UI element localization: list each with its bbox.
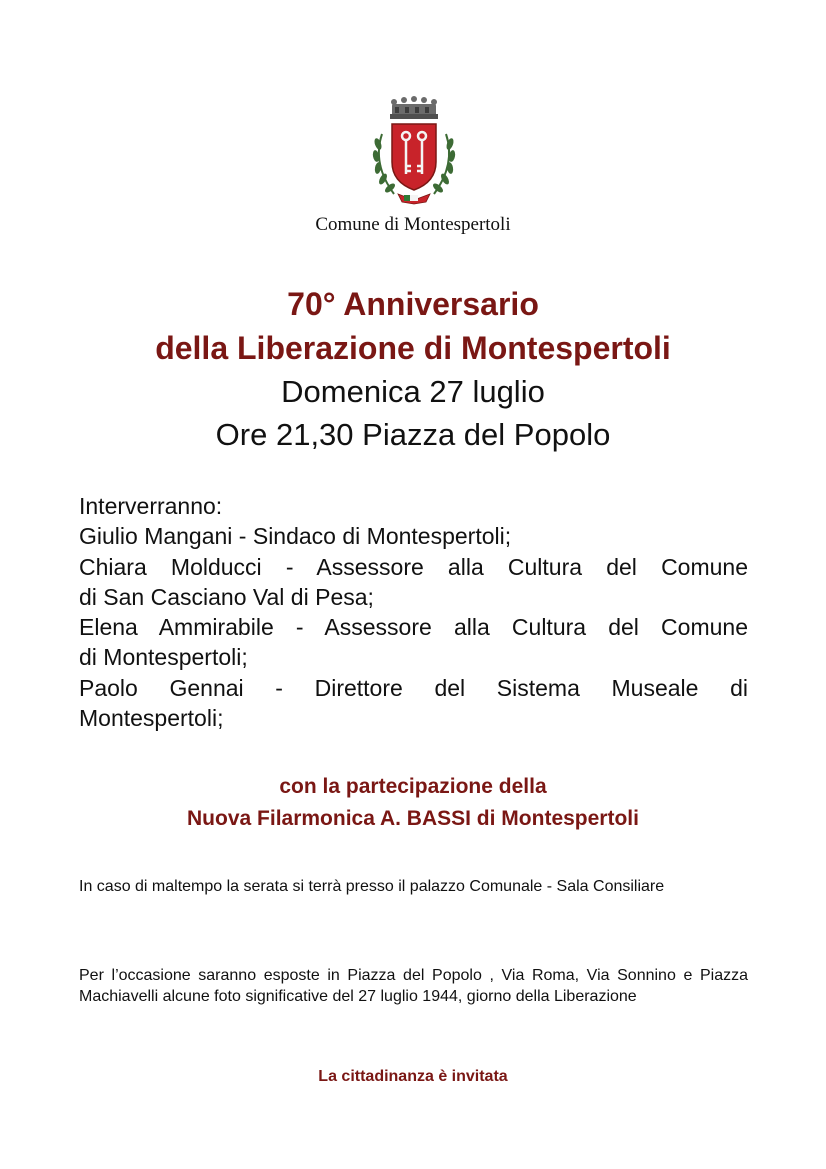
comune-name: Comune di Montespertoli: [315, 214, 511, 235]
speaker-line: Montespertoli;: [79, 705, 224, 732]
anniversary-title: 70° Anniversario: [287, 286, 539, 322]
photo-exhibit-note: Per l’occasione saranno esposte in Piazza del Popolo , Via Roma, Via Sonnino e Piazza Machiavelli alcune foto significative del 27 luglio 1944, giorno della Liberazione: [79, 967, 748, 1005]
speaker-line: di San Casciano Val di Pesa;: [79, 583, 374, 610]
speakers-intro: Interverranno:: [79, 493, 223, 519]
speaker-line: di Montespertoli;: [79, 644, 248, 671]
crown-icon: [390, 96, 438, 119]
shield-icon: [392, 124, 436, 190]
event-date: Domenica 27 luglio: [281, 374, 545, 409]
bad-weather-note: In caso di maltempo la serata si terrà presso il palazzo Comunale - Sala Consiliare: [79, 878, 665, 895]
closing-invitation: La cittadinanza è invitata: [318, 1068, 508, 1085]
event-time-place: Ore 21,30 Piazza del Popolo: [215, 417, 611, 452]
speaker-line: Elena Ammirabile - Assessore alla Cultura del Comune: [79, 614, 748, 641]
partecipazione-block: [0, 771, 826, 835]
title-block: [0, 282, 826, 456]
coat-of-arms-icon: [364, 94, 464, 209]
filarmonica-line: Nuova Filarmonica A. BASSI di Montespertoli: [187, 807, 639, 830]
speaker-line: Chiara Molducci - Assessore alla Cultura del Comune: [79, 553, 748, 580]
speaker-line: Paolo Gennai - Direttore del Sistema Museale di: [79, 674, 748, 701]
speaker-line: Giulio Mangani - Sindaco di Montespertoli;: [79, 523, 512, 550]
partecipazione-line: con la partecipazione della: [279, 775, 547, 798]
speakers-list: [79, 491, 748, 733]
liberation-subtitle: della Liberazione di Montespertoli: [155, 330, 671, 366]
